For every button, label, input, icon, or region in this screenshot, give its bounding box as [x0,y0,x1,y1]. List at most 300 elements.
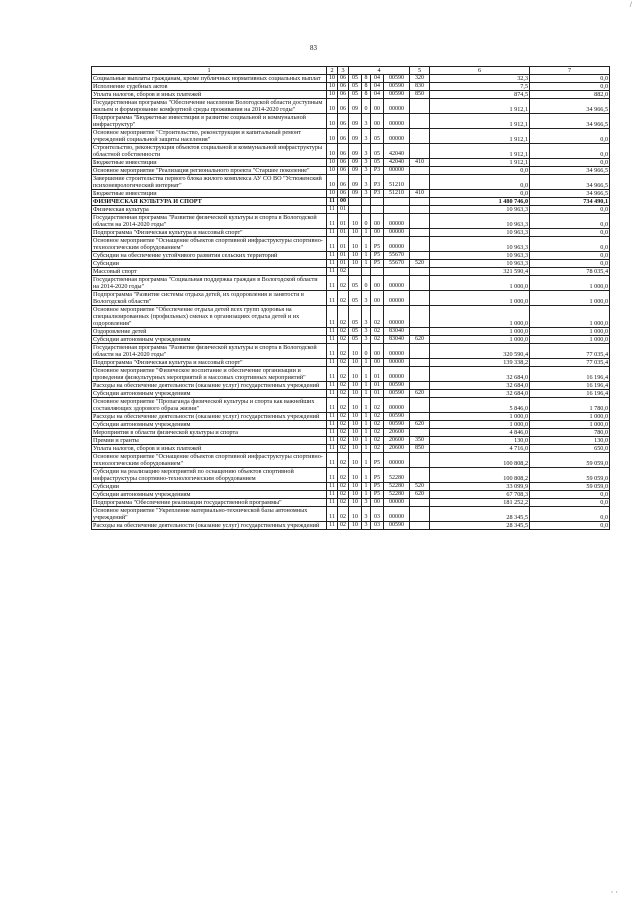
table-row [92,190,610,198]
row-name: Расходы на обеспечение деятельности (оказание услуг) государственных учреждений [92,522,327,530]
row-code-3: 05 [349,306,362,328]
row-code-7 [410,175,430,190]
row-code-2: 02 [338,359,349,367]
row-code-2: 02 [338,499,349,507]
row-code-2: 02 [338,491,349,499]
row-code-1: 10 [327,144,338,159]
row-code-6: 00000 [384,507,410,522]
row-value-6: 28 345,5 [430,507,530,522]
row-value-7: 0,0 [530,237,610,252]
row-value-7: 34 966,5 [530,114,610,129]
row-code-1: 11 [327,229,338,237]
row-code-5: 00 [371,99,384,114]
row-code-4: 1 [362,359,371,367]
row-value-7: 882,0 [530,91,610,99]
row-code-7 [410,237,430,252]
row-code-3: 10 [349,437,362,445]
row-code-3: 05 [349,276,362,291]
row-code-1: 11 [327,468,338,483]
row-code-3: 09 [349,144,362,159]
row-code-2: 02 [338,437,349,445]
header-col-1: 1 [92,67,327,75]
row-code-3 [349,206,362,214]
row-code-5: 05 [371,159,384,167]
row-code-3: 10 [349,344,362,359]
row-value-6: 28 345,5 [430,522,530,530]
row-code-6: 00590 [384,91,410,99]
row-code-6: 00590 [384,83,410,91]
row-code-7 [410,144,430,159]
row-code-7: 410 [410,190,430,198]
table-row [92,237,610,252]
row-code-1: 10 [327,167,338,175]
row-code-2: 06 [338,114,349,129]
row-code-1: 11 [327,344,338,359]
row-code-3: 05 [349,75,362,83]
row-code-2: 06 [338,159,349,167]
row-code-5: 02 [371,421,384,429]
row-code-6: 00000 [384,229,410,237]
table-row [92,468,610,483]
row-code-5: 00 [371,291,384,306]
row-value-6: 10 963,3 [430,260,530,268]
row-code-3: 10 [349,367,362,382]
row-code-5: 02 [371,398,384,413]
row-value-7: 0,0 [530,144,610,159]
row-value-7: 34 966,5 [530,190,610,198]
row-code-6: 00000 [384,359,410,367]
row-code-5: 05 [371,144,384,159]
row-code-1: 11 [327,291,338,306]
row-code-6: 52280 [384,483,410,491]
row-code-5: 02 [371,306,384,328]
row-value-6: 100 808,2 [430,453,530,468]
row-code-4: 3 [362,499,371,507]
row-name: Субсидии автономным учреждениям [92,421,327,429]
row-code-3: 10 [349,398,362,413]
row-code-3: 09 [349,99,362,114]
row-code-7: 320 [410,75,430,83]
row-code-3: 05 [349,291,362,306]
row-code-1: 11 [327,390,338,398]
row-code-2: 01 [338,214,349,229]
row-code-1: 11 [327,491,338,499]
row-code-6: 00000 [384,214,410,229]
row-code-3: 09 [349,190,362,198]
table-row [92,382,610,390]
row-code-7: 830 [410,83,430,91]
row-code-4: 8 [362,83,371,91]
header-col-5: 5 [410,67,430,75]
row-value-7: 59 059,0 [530,468,610,483]
scan-mark-bottom: · · [610,888,618,897]
row-code-2: 01 [338,252,349,260]
row-code-4 [362,206,371,214]
row-code-5: 01 [371,390,384,398]
row-code-6: 00000 [384,453,410,468]
row-code-4: 0 [362,214,371,229]
row-code-6: 00000 [384,306,410,328]
row-code-7 [410,328,430,336]
row-code-6: 52280 [384,468,410,483]
row-code-2: 02 [338,421,349,429]
row-code-2: 02 [338,276,349,291]
row-code-5: 04 [371,83,384,91]
row-code-6: 00590 [384,75,410,83]
row-code-4: 3 [362,190,371,198]
row-name: Строительство, реконструкция объектов социальной и коммунальной инфраструктуры областной собственности [92,144,327,159]
row-name: Субсидии [92,483,327,491]
row-code-2: 02 [338,390,349,398]
row-code-7: 620 [410,390,430,398]
row-name: Субсидии автономным учреждениям [92,491,327,499]
row-value-7: 59 059,0 [530,453,610,468]
row-code-7 [410,198,430,206]
row-code-3: 05 [349,91,362,99]
row-value-6: 10 963,3 [430,206,530,214]
row-code-6: 00000 [384,499,410,507]
row-value-7: 0,0 [530,83,610,91]
table-row [92,175,610,190]
row-code-3: 10 [349,507,362,522]
row-code-3: 10 [349,229,362,237]
row-code-1: 11 [327,260,338,268]
row-code-2: 02 [338,413,349,421]
row-code-2: 01 [338,229,349,237]
row-name: Государственная программа "Развитие физической культуры и спорта в Вологодской области на 2014-2020 годы" [92,214,327,229]
row-code-7: 850 [410,91,430,99]
row-code-5: 00 [371,276,384,291]
row-code-1: 11 [327,413,338,421]
row-code-4: 8 [362,91,371,99]
row-code-5: 05 [371,129,384,144]
row-code-5: P3 [371,190,384,198]
row-code-1: 10 [327,75,338,83]
row-value-6: 1 480 746,0 [430,198,530,206]
row-code-2: 02 [338,291,349,306]
row-name: Исполнение судебных актов [92,83,327,91]
row-code-2: 02 [338,398,349,413]
row-code-4: 1 [362,260,371,268]
row-value-6: 1 000,0 [430,276,530,291]
row-code-3: 10 [349,252,362,260]
row-code-3: 10 [349,468,362,483]
row-code-4 [362,198,371,206]
row-code-6: 51210 [384,190,410,198]
row-code-4: 1 [362,413,371,421]
row-code-3: 05 [349,336,362,344]
row-code-3 [349,198,362,206]
row-code-4: 0 [362,344,371,359]
row-name: Оздоровление детей [92,328,327,336]
row-code-1: 11 [327,421,338,429]
row-code-6: 20600 [384,437,410,445]
table-row [92,291,610,306]
row-code-2: 06 [338,167,349,175]
row-code-6: 55670 [384,252,410,260]
row-code-4: 3 [362,167,371,175]
row-code-6: 00000 [384,344,410,359]
row-code-2: 06 [338,144,349,159]
row-code-5: 03 [371,507,384,522]
row-code-4: 1 [362,445,371,453]
table-row [92,114,610,129]
row-code-2: 06 [338,75,349,83]
row-value-7: 734 490,1 [530,198,610,206]
row-code-4: 1 [362,237,371,252]
row-code-3: 05 [349,328,362,336]
table-row [92,252,610,260]
row-value-6: 67 708,3 [430,491,530,499]
row-value-7: 16 196,4 [530,390,610,398]
row-code-1: 11 [327,483,338,491]
table-row [92,413,610,421]
row-code-6: 00000 [384,129,410,144]
row-code-7: 620 [410,336,430,344]
table-row [92,206,610,214]
row-code-5: 04 [371,75,384,83]
row-name: Основное мероприятие "Пропаганда физической культуры и спорта как важнейших составляющих здорового образа жизни" [92,398,327,413]
row-code-2: 02 [338,367,349,382]
row-code-2: 00 [338,198,349,206]
row-name: Государственная программа "Развитие физической культуры и спорта в Вологодской области на 2014-2020 годы" [92,344,327,359]
row-value-6: 5 846,0 [430,398,530,413]
row-code-5: P5 [371,491,384,499]
row-code-4: 1 [362,382,371,390]
row-code-7 [410,468,430,483]
row-code-6: 51210 [384,175,410,190]
row-code-5: P5 [371,483,384,491]
row-code-3: 10 [349,429,362,437]
row-code-1: 11 [327,328,338,336]
row-code-3: 05 [349,83,362,91]
row-code-5: 02 [371,437,384,445]
table-row [92,159,610,167]
row-name: Субсидии автономным учреждениям [92,390,327,398]
row-code-2: 02 [338,445,349,453]
row-code-4: 1 [362,437,371,445]
table-row [92,437,610,445]
row-code-6: 20600 [384,445,410,453]
row-code-1: 11 [327,437,338,445]
row-code-5: 03 [371,522,384,530]
row-code-3: 10 [349,260,362,268]
table-row [92,229,610,237]
row-code-4: 3 [362,175,371,190]
row-name: Основное мероприятие "Укрепление материально-технической базы автономных учреждений" [92,507,327,522]
row-value-6: 10 963,3 [430,237,530,252]
row-code-5 [371,206,384,214]
table-row [92,421,610,429]
row-value-6: 100 808,2 [430,468,530,483]
row-code-1: 10 [327,83,338,91]
row-code-5: P5 [371,260,384,268]
row-value-7: 1 780,0 [530,398,610,413]
row-name: Основное мероприятие "Оснащение объектов спортивной инфраструктуры спортивно-технологическим оборудованием" [92,453,327,468]
row-code-7: 410 [410,159,430,167]
header-col-3: 3 [338,67,349,75]
table-row [92,268,610,276]
row-code-5: 02 [371,328,384,336]
row-code-3: 09 [349,159,362,167]
row-value-7: 16 196,4 [530,382,610,390]
row-value-7: 0,0 [530,214,610,229]
row-value-6: 1 912,1 [430,159,530,167]
row-name: Субсидии на обеспечение устойчивого развития сельских территорий [92,252,327,260]
row-code-2: 02 [338,344,349,359]
row-code-1: 11 [327,214,338,229]
row-code-3: 09 [349,175,362,190]
row-code-7 [410,268,430,276]
row-name: Подпрограмма "Бюджетные инвестиции в развитие социальной и коммунальной инфраструктур" [92,114,327,129]
row-name: Уплата налогов, сборов и иных платежей [92,445,327,453]
table-row [92,198,610,206]
row-code-3: 10 [349,445,362,453]
row-code-5: 02 [371,413,384,421]
row-code-7: 620 [410,421,430,429]
row-code-1: 10 [327,190,338,198]
row-code-2: 02 [338,483,349,491]
table-row [92,499,610,507]
table-row [92,75,610,83]
row-name: Подпрограмма "Развитие системы отдыха детей, их оздоровления и занятости в Вологодской области" [92,291,327,306]
table-row [92,398,610,413]
row-code-2: 02 [338,522,349,530]
row-code-6: 20600 [384,429,410,437]
row-code-4: 8 [362,75,371,83]
row-value-7: 0,0 [530,129,610,144]
row-code-2: 06 [338,129,349,144]
row-code-1: 11 [327,359,338,367]
budget-table [91,66,610,530]
row-code-4: 1 [362,429,371,437]
row-code-6: 00590 [384,382,410,390]
row-code-5 [371,268,384,276]
row-value-7: 59 059,0 [530,483,610,491]
row-name: Основное мероприятие "Строительство, реконструкция и капитальный ремонт учреждений социальной защиты населения" [92,129,327,144]
header-col-7: 7 [530,67,610,75]
row-code-4: 3 [362,306,371,328]
row-value-6: 10 963,3 [430,214,530,229]
row-name: Подпрограмма "Физическая культура и массовый спорт" [92,359,327,367]
table-row [92,91,610,99]
row-code-5: 00 [371,359,384,367]
row-value-6: 32 684,0 [430,382,530,390]
row-value-7: 0,0 [530,159,610,167]
header-row [92,67,610,75]
row-code-6: 00000 [384,276,410,291]
row-code-6: 00590 [384,390,410,398]
row-code-1: 11 [327,367,338,382]
row-code-1: 11 [327,206,338,214]
row-code-4: 1 [362,421,371,429]
row-code-7: 620 [410,491,430,499]
row-code-1: 10 [327,91,338,99]
scan-mark-top: / [629,0,632,9]
row-name: Основное мероприятие "Обеспечение отдыха детей всех групп здоровья на специализированных (профильных) сменах в организациях отдыха детей и их оздоровления" [92,306,327,328]
row-name: Массовый спорт [92,268,327,276]
row-code-1: 10 [327,175,338,190]
row-code-1: 11 [327,306,338,328]
row-value-6: 32 684,0 [430,367,530,382]
row-code-6: 00000 [384,167,410,175]
row-code-3: 10 [349,413,362,421]
row-name: Основное мероприятие "Реализация регионального проекта "Старшее поколение" [92,167,327,175]
row-value-6: 4 846,0 [430,429,530,437]
row-code-3: 10 [349,382,362,390]
row-value-6: 32,3 [430,75,530,83]
row-value-6: 1 912,1 [430,99,530,114]
row-code-5: P5 [371,252,384,260]
row-value-6: 1 912,1 [430,114,530,129]
table-row [92,359,610,367]
row-code-1: 11 [327,453,338,468]
row-name: Завершение строительства первого блока жилого комплекса АУ СО ВО "Устюженский психоневрологический интернат" [92,175,327,190]
row-code-4: 3 [362,114,371,129]
row-code-3: 09 [349,167,362,175]
row-name: Бюджетные инвестиции [92,159,327,167]
row-code-4: 3 [362,159,371,167]
row-name: ФИЗИЧЕСКАЯ КУЛЬТУРА И СПОРТ [92,198,327,206]
header-col-6: 6 [430,67,530,75]
row-code-5: 02 [371,445,384,453]
row-code-2: 06 [338,175,349,190]
row-code-7 [410,499,430,507]
row-code-1: 10 [327,129,338,144]
row-value-6: 321 590,4 [430,268,530,276]
row-code-1: 10 [327,159,338,167]
table-row [92,491,610,499]
row-code-6: 42040 [384,144,410,159]
row-value-6: 181 252,2 [430,499,530,507]
row-value-6: 0,0 [430,175,530,190]
row-code-2: 06 [338,99,349,114]
row-value-7: 34 966,5 [530,175,610,190]
row-code-6: 52280 [384,491,410,499]
row-value-6: 33 099,9 [430,483,530,491]
row-code-2: 06 [338,190,349,198]
row-code-4: 1 [362,398,371,413]
row-name: Субсидии автономным учреждениям [92,336,327,344]
row-code-7: 850 [410,445,430,453]
table-row [92,344,610,359]
row-value-6: 1 000,0 [430,306,530,328]
table-row [92,260,610,268]
row-code-7 [410,206,430,214]
row-code-4: 3 [362,291,371,306]
row-value-7: 0,0 [530,491,610,499]
row-code-7 [410,507,430,522]
row-code-2: 02 [338,336,349,344]
table-row [92,429,610,437]
row-code-4: 3 [362,507,371,522]
row-code-4: 1 [362,483,371,491]
row-code-5: 01 [371,367,384,382]
row-code-5: 00 [371,229,384,237]
row-value-7: 77 035,4 [530,359,610,367]
row-code-5: 00 [371,499,384,507]
row-code-5: P5 [371,453,384,468]
row-code-4: 0 [362,276,371,291]
row-code-5: P5 [371,468,384,483]
row-name: Социальные выплаты гражданам, кроме публичных нормативных социальных выплат [92,75,327,83]
row-value-6: 130,0 [430,437,530,445]
row-code-7 [410,413,430,421]
table-row [92,306,610,328]
row-code-6 [384,206,410,214]
row-code-1: 11 [327,382,338,390]
row-code-5: 02 [371,336,384,344]
